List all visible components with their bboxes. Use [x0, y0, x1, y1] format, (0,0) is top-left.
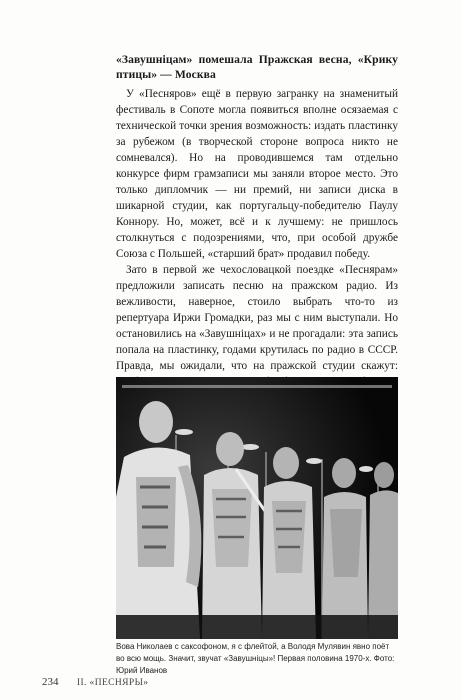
concert-photo — [116, 377, 398, 639]
section-heading: «Завушніцам» помешала Пражская весна, «Крику птицы» — Москва — [116, 53, 398, 81]
page-footer — [42, 676, 402, 688]
page-number: 234 — [42, 676, 59, 688]
photo-caption: Вова Николаев с саксофоном, я с флейтой, а Володя Мулявин явно поёт во всю мощь. Значит, звучат «Завушніцы»! Первая половина 1970-х. Фото: Юрий Иванов — [116, 642, 395, 675]
paragraph: Зато в первой же чехословацкой поездке «Песнярам» предложили записать песню на пражском радио. Из вежливости, наверное, стоило выбрать что-то из репертуара Иржи Громадки, раз мы с ним выступали. Но остановились на «Завушніцах» и не прогадали: эта запись попала на пластинку, годами крутилась по радио в СССР. Правда, мы ожидали, что на пражской студии скажут: — [116, 264, 398, 372]
running-header: II. «ПЕСНЯРЫ» — [76, 678, 149, 688]
paragraph: У «Песняров» ещё в первую загранку на знаменитый фестиваль в Сопоте могла появиться вполне осязаемая с технической точки зрения возможность: издать пластинку за рубежом (в творческой стороне вопроса никто не сомневался). Но на проводившемся там отдельно конкурсе фирм грамзаписи мы заняли второе место. Это только дипломчик — ни премий, ни записи диска в шикарной студии, как португальцу-победителю Паулу Коннору. Но, может, всё и к лучшему: не пришлось столкнуться с подозрениями, что, при особой дружбе Союза с Польшей, «старший брат» продавил победу. — [116, 88, 398, 260]
